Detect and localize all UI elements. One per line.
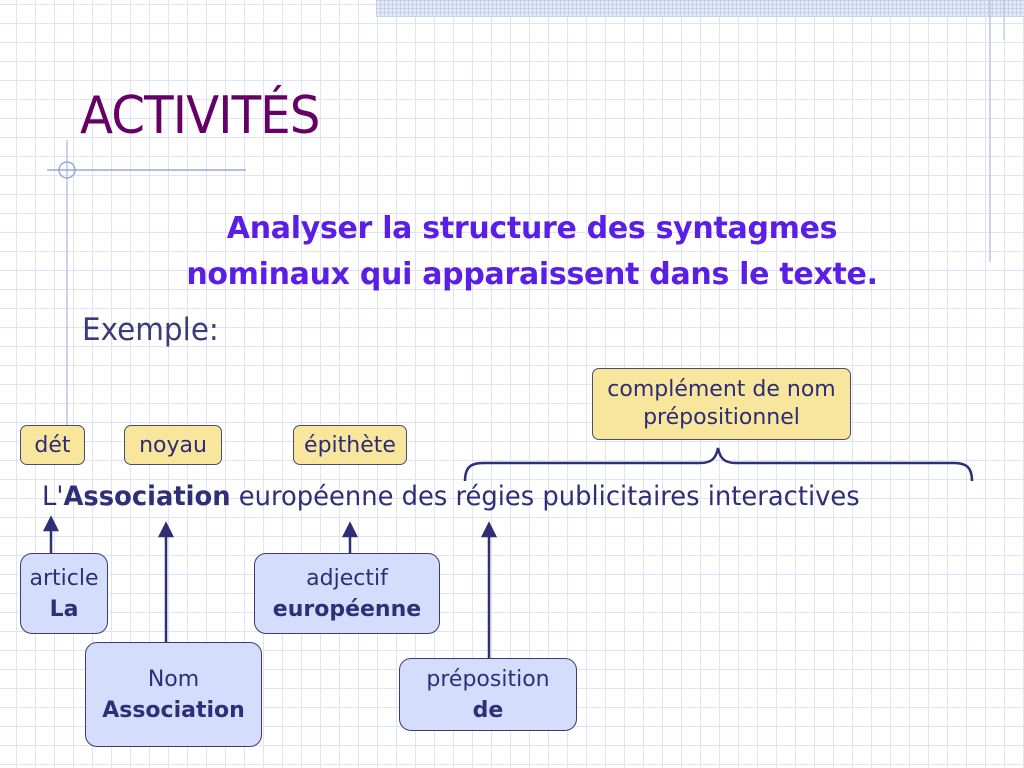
label-complement — [592, 368, 851, 440]
example-label: Exemple: — [82, 312, 219, 348]
label-complement-line-2: prépositionnel — [643, 405, 800, 430]
box-adjectif-value: européenne — [272, 596, 422, 622]
slide-subtitle — [90, 206, 974, 298]
box-nom-value: Association — [102, 697, 245, 723]
slide-title: ACTIVITÉS — [80, 86, 320, 146]
box-adjectif — [254, 553, 440, 634]
label-noyau-text: noyau — [139, 432, 207, 458]
label-epithete-text: épithète — [304, 432, 396, 458]
arrow-up-icon — [483, 524, 495, 536]
example-sentence — [42, 481, 860, 512]
box-article — [20, 553, 108, 634]
subtitle-line-1: Analyser la structure des syntagmes — [226, 211, 838, 246]
arrow-up-icon — [160, 524, 172, 536]
label-det — [20, 425, 85, 465]
label-complement-line-1: complément de nom — [607, 377, 836, 402]
sentence-rest: européenne des régies publicitaires interactives — [230, 481, 860, 512]
box-article-label: article — [29, 565, 99, 591]
subtitle-line-2: nominaux qui apparaissent dans le texte. — [186, 257, 878, 292]
box-preposition-value: de — [472, 697, 504, 723]
box-adjectif-label: adjectif — [306, 565, 388, 591]
sentence-prefix: L' — [42, 481, 64, 512]
arrow-up-icon — [45, 518, 57, 530]
complement-brace — [465, 448, 972, 481]
box-preposition — [399, 658, 577, 731]
box-article-value: La — [49, 596, 79, 622]
box-preposition-label: préposition — [426, 666, 550, 692]
box-nom — [85, 642, 262, 747]
label-epithete — [293, 425, 407, 465]
label-det-text: dét — [34, 432, 71, 458]
label-noyau — [124, 425, 222, 465]
box-nom-label: Nom — [147, 666, 200, 692]
arrow-up-icon — [344, 524, 356, 536]
sentence-head-noun: Association — [63, 481, 231, 512]
